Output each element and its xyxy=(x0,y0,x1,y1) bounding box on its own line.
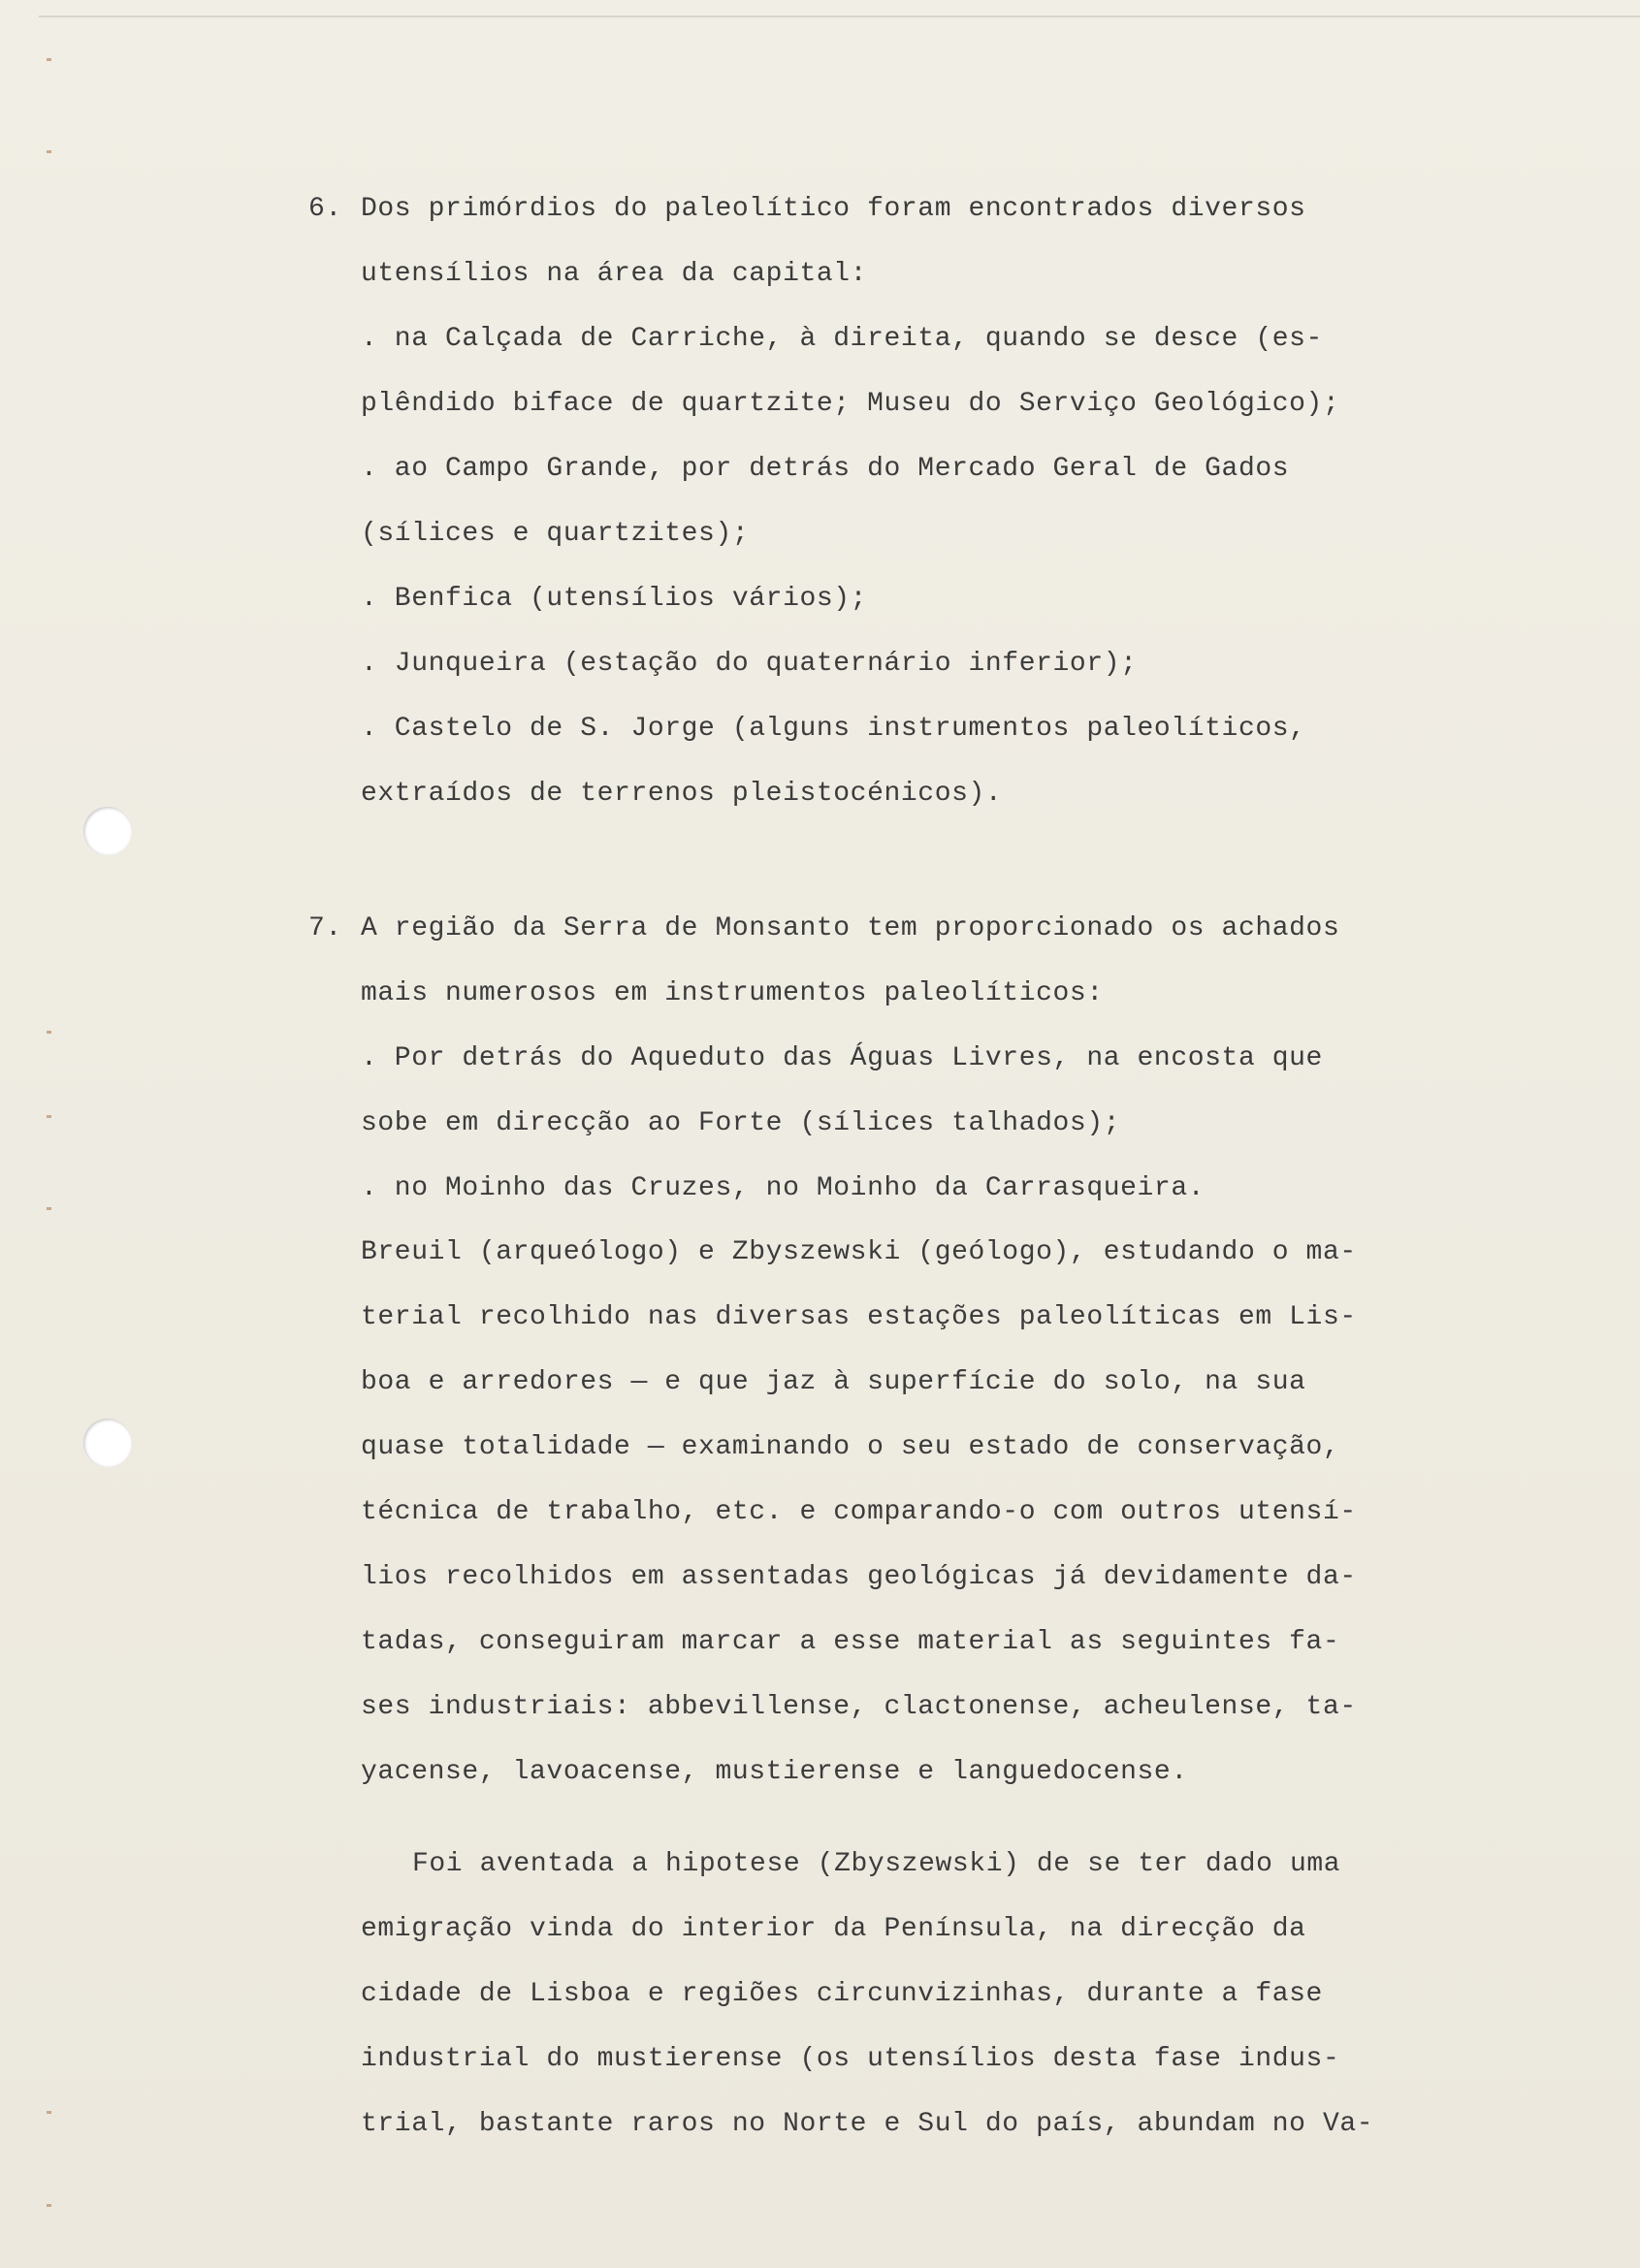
list-item: . Por detrás do Aqueduto das Águas Livres, na encosta que xyxy=(361,1043,1323,1073)
text-line: utensílios na área da capital: xyxy=(361,259,868,289)
margin-mark xyxy=(47,1031,51,1034)
page-top-edge xyxy=(39,16,1640,17)
list-item: . ao Campo Grande, por detrás do Mercado Geral de Gados xyxy=(361,454,1290,484)
margin-mark xyxy=(47,58,51,61)
list-item: . Benfica (utensílios vários); xyxy=(361,584,868,614)
text-line: A região da Serra de Monsanto tem proporcionado os achados xyxy=(361,913,1340,943)
text-line: Breuil (arqueólogo) e Zbyszewski (geólogo), estudando o ma- xyxy=(361,1237,1357,1267)
text-line: tadas, conseguiram marcar a esse material as seguintes fa- xyxy=(361,1627,1340,1657)
text-line: quase totalidade — examinando o seu estado de conservação, xyxy=(361,1432,1340,1462)
list-item: . na Calçada de Carriche, à direita, quando se desce (es- xyxy=(361,324,1323,354)
margin-mark xyxy=(47,1207,51,1210)
text-line: plêndido biface de quartzite; Museu do Serviço Geológico); xyxy=(361,389,1340,419)
punch-hole xyxy=(83,807,132,855)
margin-mark xyxy=(47,2204,51,2207)
margin-mark xyxy=(47,1115,51,1118)
paragraph-line: Foi aventada a hipotese (Zbyszewski) de se ter dado uma xyxy=(412,1849,1341,1879)
list-item: . Castelo de S. Jorge (alguns instrumentos paleolíticos, xyxy=(361,714,1306,744)
text-line: ses industriais: abbevillense, clactonense, acheulense, ta- xyxy=(361,1692,1357,1722)
margin-mark xyxy=(47,2111,51,2114)
margin-mark xyxy=(47,150,51,153)
list-item: . no Moinho das Cruzes, no Moinho da Carrasqueira. xyxy=(361,1173,1206,1203)
text-line: técnica de trabalho, etc. e comparando-o com outros utensí- xyxy=(361,1497,1357,1527)
text-line: lios recolhidos em assentadas geológicas já devidamente da- xyxy=(361,1562,1357,1592)
text-line: extraídos de terrenos pleistocénicos). xyxy=(361,779,1003,809)
section-number: 7. xyxy=(308,913,342,943)
punch-hole xyxy=(83,1419,132,1467)
text-line: boa e arredores — e que jaz à superfície do solo, na sua xyxy=(361,1367,1306,1397)
paragraph-line: emigração vinda do interior da Península, na direcção da xyxy=(361,1914,1306,1944)
list-item: . Junqueira (estação do quaternário inferior); xyxy=(361,649,1138,679)
text-line: Dos primórdios do paleolítico foram encontrados diversos xyxy=(361,194,1306,224)
section-number: 6. xyxy=(308,194,342,224)
text-line: terial recolhido nas diversas estações paleolíticas em Lis- xyxy=(361,1302,1357,1332)
paragraph-line: trial, bastante raros no Norte e Sul do país, abundam no Va- xyxy=(361,2109,1374,2139)
text-line: sobe em direcção ao Forte (sílices talhados); xyxy=(361,1108,1121,1138)
paragraph-line: cidade de Lisboa e regiões circunvizinhas, durante a fase xyxy=(361,1979,1323,2009)
text-line: yacense, lavoacense, mustierense e languedocense. xyxy=(361,1757,1188,1787)
paragraph-line: industrial do mustierense (os utensílios desta fase indus- xyxy=(361,2044,1340,2074)
text-line: (sílices e quartzites); xyxy=(361,519,750,549)
text-line: mais numerosos em instrumentos paleolíticos: xyxy=(361,978,1104,1008)
